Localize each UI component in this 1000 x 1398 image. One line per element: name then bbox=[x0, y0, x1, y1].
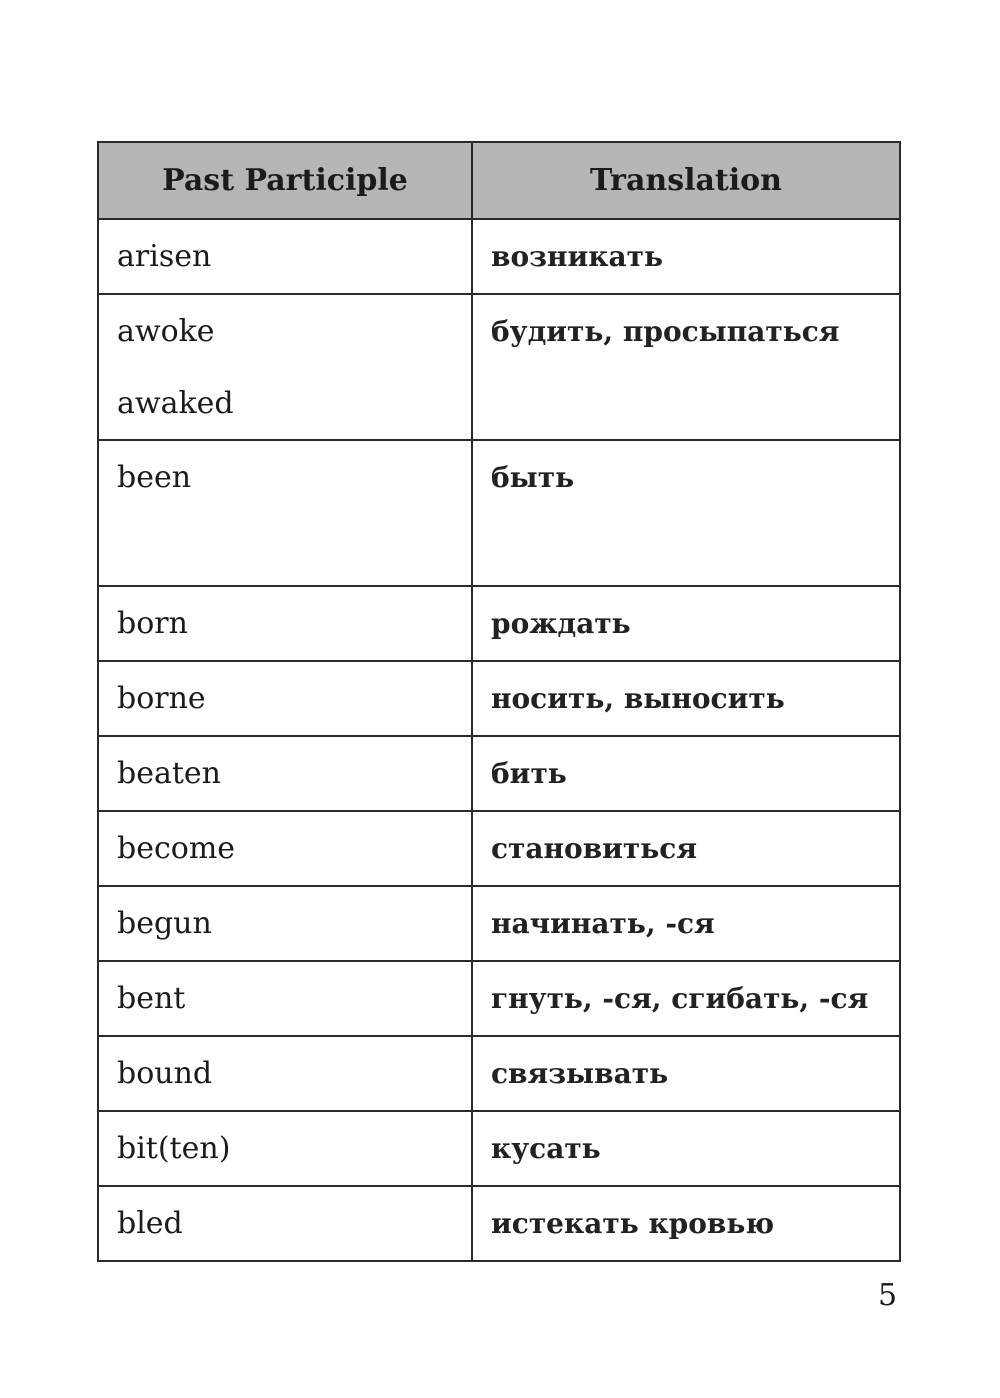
past-participle-word: bound bbox=[117, 1056, 213, 1091]
past-participle-word: awoke bbox=[117, 314, 215, 349]
past-participle-cell bbox=[98, 886, 472, 961]
translation-cell: кусать bbox=[472, 1111, 900, 1186]
table-header-row bbox=[98, 142, 900, 219]
vocabulary-table bbox=[97, 141, 901, 1262]
table-row bbox=[98, 1111, 900, 1186]
table-row bbox=[98, 811, 900, 886]
past-participle-cell bbox=[98, 1111, 472, 1186]
table-row bbox=[98, 961, 900, 1036]
past-participle-cell bbox=[98, 811, 472, 886]
past-participle-word: beaten bbox=[117, 756, 221, 791]
translation-cell: будить, просыпаться bbox=[472, 294, 900, 440]
translation-cell: быть bbox=[472, 440, 900, 586]
past-participle-cell bbox=[98, 661, 472, 736]
past-participle-word: bit(ten) bbox=[117, 1131, 231, 1166]
past-participle-word: begun bbox=[117, 906, 212, 941]
translation-cell: становиться bbox=[472, 811, 900, 886]
table-row bbox=[98, 736, 900, 811]
table-row bbox=[98, 219, 900, 294]
table-row bbox=[98, 1036, 900, 1111]
past-participle-word: born bbox=[117, 606, 188, 641]
page-number: 5 bbox=[878, 1278, 898, 1313]
past-participle-word: been bbox=[117, 460, 192, 495]
past-participle-cell bbox=[98, 440, 472, 586]
header-past-participle: Past Participle bbox=[98, 142, 472, 219]
past-participle-word: become bbox=[117, 831, 236, 866]
translation-cell: бить bbox=[472, 736, 900, 811]
translation-cell: связывать bbox=[472, 1036, 900, 1111]
past-participle-cell bbox=[98, 961, 472, 1036]
table-row bbox=[98, 1186, 900, 1261]
table-row bbox=[98, 661, 900, 736]
past-participle-word: bled bbox=[117, 1206, 183, 1241]
past-participle-word: bent bbox=[117, 981, 186, 1016]
header-translation: Translation bbox=[472, 142, 900, 219]
translation-cell: возникать bbox=[472, 219, 900, 294]
past-participle-cell bbox=[98, 1186, 472, 1261]
past-participle-word: awaked bbox=[117, 386, 234, 421]
table-row bbox=[98, 294, 900, 440]
past-participle-word: borne bbox=[117, 681, 206, 716]
table-row bbox=[98, 440, 900, 586]
translation-cell: рождать bbox=[472, 586, 900, 661]
translation-cell: истекать кровью bbox=[472, 1186, 900, 1261]
past-participle-cell bbox=[98, 219, 472, 294]
past-participle-cell bbox=[98, 586, 472, 661]
past-participle-word: arisen bbox=[117, 239, 212, 274]
table-row bbox=[98, 886, 900, 961]
table-row bbox=[98, 586, 900, 661]
translation-cell: начинать, -ся bbox=[472, 886, 900, 961]
translation-cell: гнуть, -ся, сгибать, -ся bbox=[472, 961, 900, 1036]
past-participle-cell bbox=[98, 1036, 472, 1111]
past-participle-cell bbox=[98, 294, 472, 440]
past-participle-cell bbox=[98, 736, 472, 811]
translation-cell: носить, выносить bbox=[472, 661, 900, 736]
